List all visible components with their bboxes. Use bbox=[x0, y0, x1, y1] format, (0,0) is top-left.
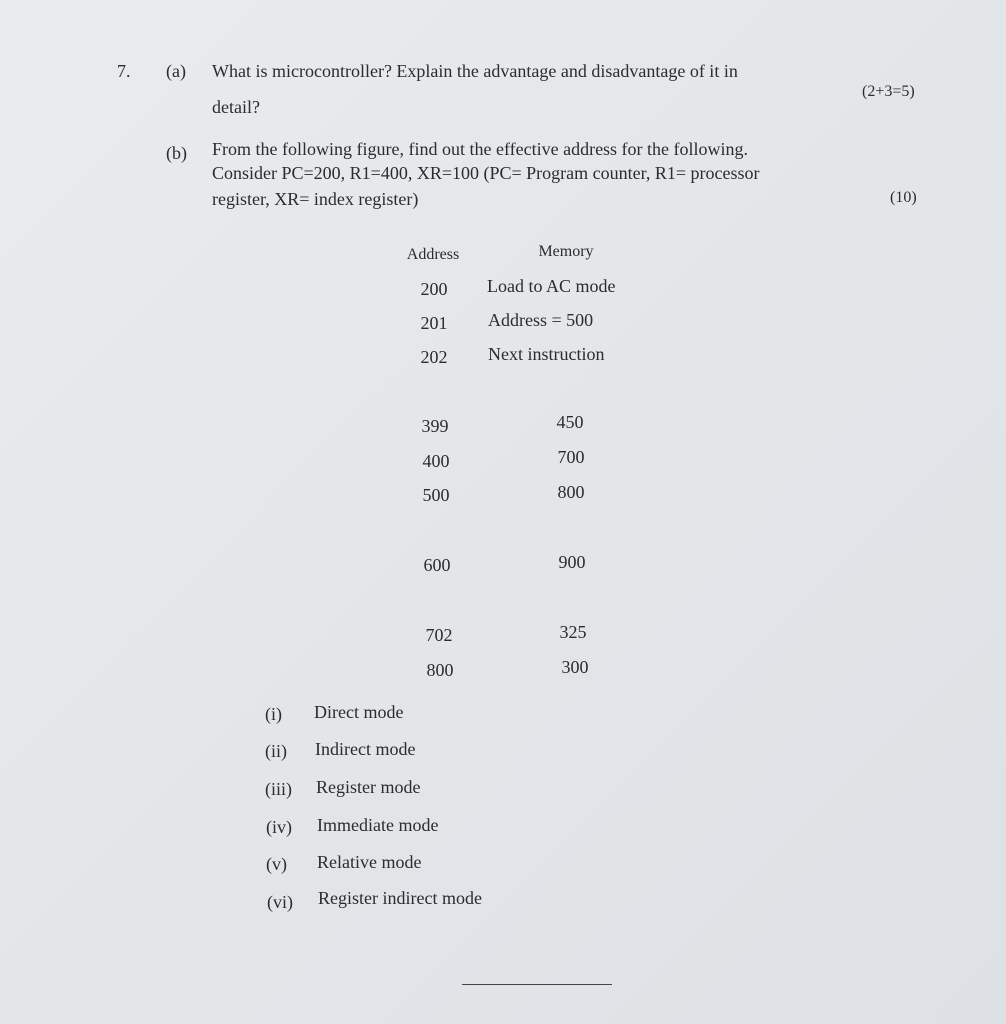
part-b-text-line1: From the following figure, find out the effective address for the following. bbox=[212, 139, 749, 159]
part-a-marks: (2+3=5) bbox=[862, 83, 915, 100]
memory-cell: 300 bbox=[561, 657, 589, 677]
part-a-label: (a) bbox=[166, 61, 186, 81]
mode-label: (i) bbox=[265, 704, 282, 724]
memory-cell: Next instruction bbox=[488, 344, 605, 364]
memory-cell: 450 bbox=[556, 412, 584, 432]
memory-cell: Address = 500 bbox=[488, 310, 594, 330]
memory-cell: 900 bbox=[558, 552, 586, 572]
address-cell: 600 bbox=[423, 555, 451, 575]
address-cell: 500 bbox=[422, 485, 450, 505]
address-cell: 200 bbox=[420, 279, 448, 299]
mode-text: Relative mode bbox=[317, 852, 422, 872]
mode-text: Direct mode bbox=[314, 702, 404, 722]
mode-label: (ii) bbox=[265, 741, 287, 761]
address-cell: 400 bbox=[422, 451, 450, 471]
address-cell: 702 bbox=[425, 625, 453, 645]
part-b-text-line3: register, XR= index register) bbox=[212, 189, 419, 209]
mode-text: Register mode bbox=[316, 777, 421, 797]
part-b-label: (b) bbox=[166, 143, 187, 163]
memory-cell: 700 bbox=[557, 447, 585, 467]
mode-text: Indirect mode bbox=[315, 739, 416, 759]
end-divider bbox=[462, 984, 612, 985]
memory-cell: Load to AC mode bbox=[487, 276, 616, 296]
header-memory: Memory bbox=[538, 243, 594, 260]
mode-label: (iii) bbox=[265, 779, 292, 799]
address-cell: 201 bbox=[420, 313, 448, 333]
mode-label: (vi) bbox=[267, 892, 293, 912]
address-cell: 800 bbox=[426, 660, 454, 680]
question-number: 7. bbox=[117, 61, 131, 81]
part-a-text-line2: detail? bbox=[212, 97, 260, 117]
header-address: Address bbox=[406, 246, 460, 263]
part-b-text-line2: Consider PC=200, R1=400, XR=100 (PC= Program counter, R1= processor bbox=[212, 163, 760, 183]
mode-label: (iv) bbox=[266, 817, 292, 837]
memory-cell: 325 bbox=[559, 622, 587, 642]
mode-label: (v) bbox=[266, 854, 287, 874]
address-cell: 202 bbox=[420, 347, 448, 367]
mode-text: Register indirect mode bbox=[318, 888, 482, 908]
part-a-text-line1: What is microcontroller? Explain the advantage and disadvantage of it in bbox=[212, 61, 738, 81]
memory-cell: 800 bbox=[557, 482, 585, 502]
part-b-marks: (10) bbox=[890, 189, 917, 206]
address-cell: 399 bbox=[421, 416, 449, 436]
mode-text: Immediate mode bbox=[317, 815, 439, 835]
